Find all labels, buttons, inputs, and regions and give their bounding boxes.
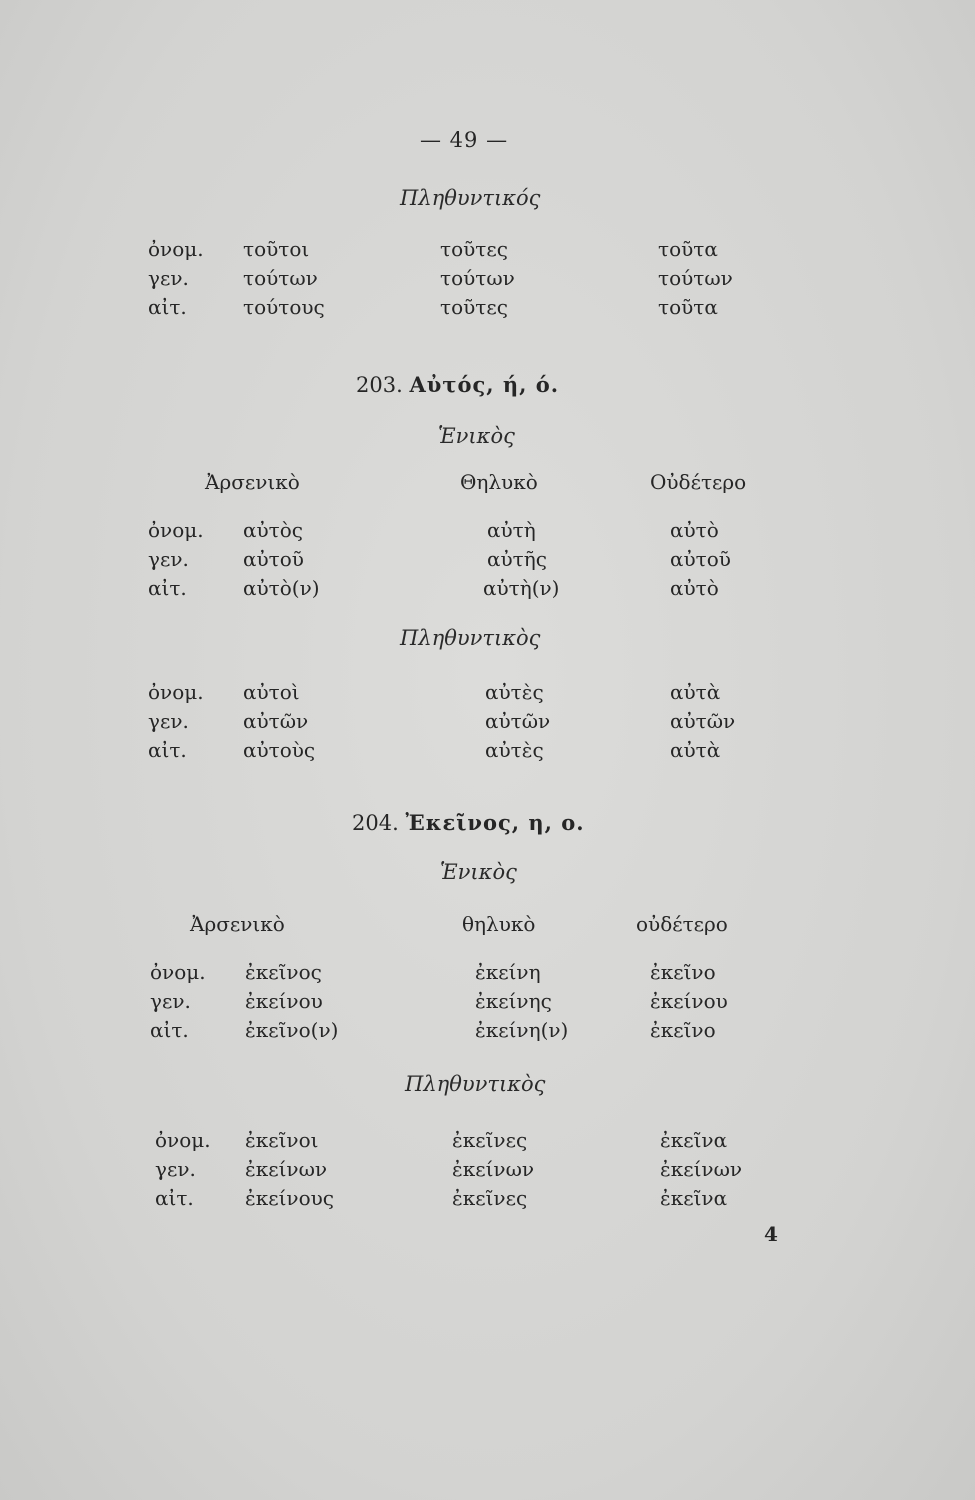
case-label: γεν.	[150, 989, 191, 1013]
form-masculine: ἐκείνους	[245, 1186, 334, 1210]
form-feminine: ἐκείνη	[475, 960, 541, 984]
column-header-masculine: Ἀρσενικὸ	[205, 470, 300, 494]
column-header-feminine: θηλυκὸ	[462, 912, 536, 936]
form-neuter: αὐτῶν	[670, 709, 736, 733]
form-neuter: ἐκεῖνο	[650, 960, 716, 984]
form-masculine: τούτων	[243, 266, 318, 290]
form-masculine: ἐκείνου	[245, 989, 323, 1013]
form-masculine: αὐτοὶ	[243, 680, 300, 704]
form-feminine: ἐκεῖνες	[452, 1128, 528, 1152]
case-label: αἰτ.	[150, 1018, 189, 1042]
form-neuter: τοῦτα	[658, 237, 718, 261]
case-label: ὀνομ.	[148, 518, 204, 542]
section-number: 204.	[352, 811, 399, 835]
column-header-feminine: Θηλυκὸ	[460, 470, 538, 494]
column-header-masculine: Ἀρσενικὸ	[190, 912, 285, 936]
plural-heading: Πληθυντικὸς	[405, 1072, 546, 1096]
form-neuter: τοῦτα	[658, 295, 718, 319]
section-203-title	[356, 372, 559, 397]
section-number: 203.	[356, 373, 403, 397]
form-neuter: αὐτὸ	[670, 576, 719, 600]
case-label: ὀνομ.	[150, 960, 206, 984]
form-feminine: ἐκείνη(ν)	[475, 1018, 569, 1042]
page-number: — 49 —	[420, 128, 509, 152]
plural-heading: Πληθυντικός	[400, 186, 541, 210]
case-label: γεν.	[148, 266, 189, 290]
form-masculine: αὐτοῦ	[243, 547, 304, 571]
singular-heading: Ἑνικὸς	[440, 860, 517, 884]
form-feminine: αὐτῶν	[485, 709, 551, 733]
form-masculine: τούτους	[243, 295, 325, 319]
form-neuter: αὐτὰ	[670, 738, 721, 762]
case-label: γεν.	[148, 547, 189, 571]
singular-heading: Ἑνικὸς	[438, 424, 515, 448]
form-neuter: ἐκεῖνο	[650, 1018, 716, 1042]
column-header-neuter: οὐδέτερο	[636, 912, 728, 936]
form-masculine: ἐκείνων	[245, 1157, 328, 1181]
form-feminine: τοῦτες	[440, 295, 508, 319]
form-masculine: αὐτῶν	[243, 709, 309, 733]
case-label: αἰτ.	[148, 738, 187, 762]
signature-mark: 4	[764, 1222, 778, 1246]
form-neuter: ἐκεῖνα	[660, 1128, 728, 1152]
section-headword: Αὐτός, ή, ό.	[409, 372, 560, 397]
form-masculine: ἐκεῖνοι	[245, 1128, 319, 1152]
form-feminine: αὐτὴ(ν)	[483, 576, 560, 600]
form-masculine: αὐτοὺς	[243, 738, 316, 762]
form-feminine: τούτων	[440, 266, 515, 290]
form-neuter: αὐτὸ	[670, 518, 719, 542]
section-headword: Ἐκεῖνος, η, ο.	[405, 810, 585, 835]
form-feminine: ἐκείνης	[475, 989, 552, 1013]
column-header-neuter: Οὐδέτερο	[650, 470, 747, 494]
case-label: αἰτ.	[148, 576, 187, 600]
case-label: γεν.	[155, 1157, 196, 1181]
case-label: γεν.	[148, 709, 189, 733]
form-feminine: ἐκεῖνες	[452, 1186, 528, 1210]
form-neuter: τούτων	[658, 266, 733, 290]
case-label: αἰτ.	[148, 295, 187, 319]
form-feminine: ἐκείνων	[452, 1157, 535, 1181]
form-feminine: αὐτὲς	[485, 738, 544, 762]
form-masculine: ἐκεῖνος	[245, 960, 322, 984]
case-label: ὀνομ.	[155, 1128, 211, 1152]
form-feminine: τοῦτες	[440, 237, 508, 261]
case-label: ὀνομ.	[148, 680, 204, 704]
form-masculine: τοῦτοι	[243, 237, 310, 261]
form-neuter: αὐτὰ	[670, 680, 721, 704]
form-feminine: αὐτῆς	[487, 547, 547, 571]
form-neuter: ἐκείνων	[660, 1157, 743, 1181]
form-masculine: ἐκεῖνο(ν)	[245, 1018, 339, 1042]
form-neuter: ἐκείνου	[650, 989, 728, 1013]
case-label: ὀνομ.	[148, 237, 204, 261]
case-label: αἰτ.	[155, 1186, 194, 1210]
form-neuter: αὐτοῦ	[670, 547, 731, 571]
form-neuter: ἐκεῖνα	[660, 1186, 728, 1210]
form-feminine: αὐτὲς	[485, 680, 544, 704]
form-feminine: αὐτὴ	[487, 518, 536, 542]
form-masculine: αὐτὸ(ν)	[243, 576, 320, 600]
section-204-title	[352, 810, 585, 835]
form-masculine: αὐτὸς	[243, 518, 303, 542]
plural-heading: Πληθυντικὸς	[400, 626, 541, 650]
